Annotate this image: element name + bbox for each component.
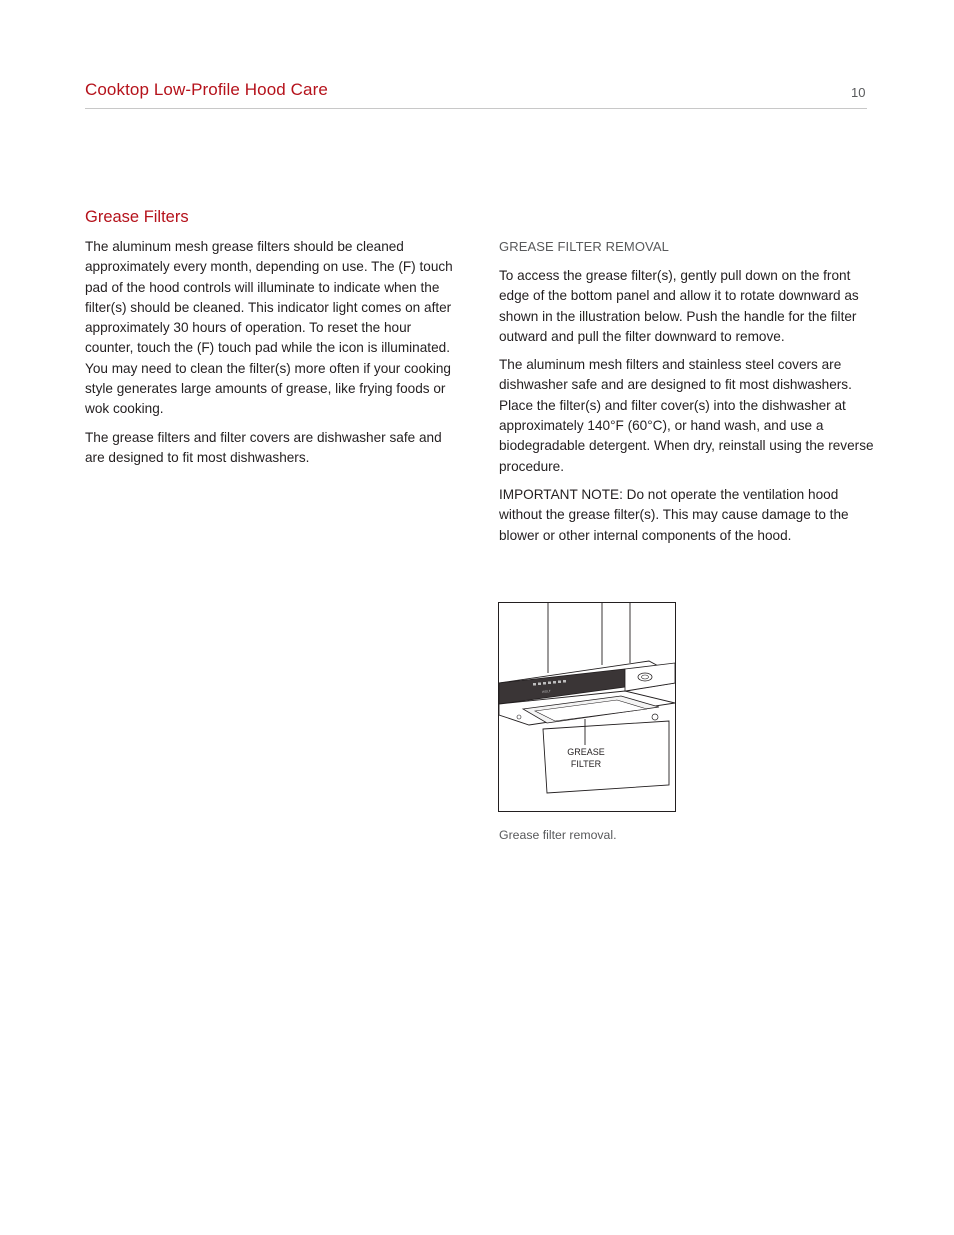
panel-logo: WOLF [541,689,551,694]
left-column [85,237,457,476]
removal-subheading: GREASE FILTER REMOVAL [499,239,669,254]
grease-filter-panel [543,721,669,793]
page-header-title: Cooktop Low-Profile Hood Care [85,80,328,99]
removal-paragraph-1: To access the grease filter(s), gently pull down on the front edge of the bottom panel and allow it to rotate downward as shown in the illustration below. Push the handle for the filter outward and pull the filter downward to remove. [499,268,859,344]
screw-detail [652,714,658,720]
section-heading: Grease Filters [85,208,189,226]
grease-filter-illustration [498,602,676,812]
grease-filter-label-line2: FILTER [570,759,602,769]
grease-filters-paragraph-1: The aluminum mesh grease filters should be cleaned approximately every month, depending on use. The (F) touch pad of the hood controls will illuminate to indicate when the filter(s) should be cleaned. This indicator light comes on after approximately 30 hours of operation. To reset the hour counter, touch the (F) touch pad while the icon is illuminated. You may need to clean the filter(s) more often if your cooking style generates large amounts of grease, like frying foods or wok cooking. [85,239,453,417]
grease-filters-paragraph-2: The grease filters and filter covers are dishwasher safe and are designed to fit most dishwashers. [85,429,442,465]
removal-paragraph-2: The aluminum mesh filters and stainless steel covers are dishwasher safe and are designed to fit most dishwashers. Place the filter(s) and filter cover(s) into the dishwasher at approximately 140°F (60°C), or hand wash, and use a biodegradable detergent. When dry, reinstall using the reverse procedure. [499,357,874,474]
page-number: 10 [851,85,866,100]
figure-caption: Grease filter removal. [499,828,617,842]
important-note-text: Do not operate the ventilation hood without the grease filter(s). This may cause damage to the blower or other internal components of the hood. [499,486,849,543]
grease-filter-label-line1: GREASE [567,747,605,757]
header-divider [85,108,867,109]
important-note [499,485,879,546]
right-column [499,237,879,554]
important-note-label: IMPORTANT NOTE: [499,486,623,502]
